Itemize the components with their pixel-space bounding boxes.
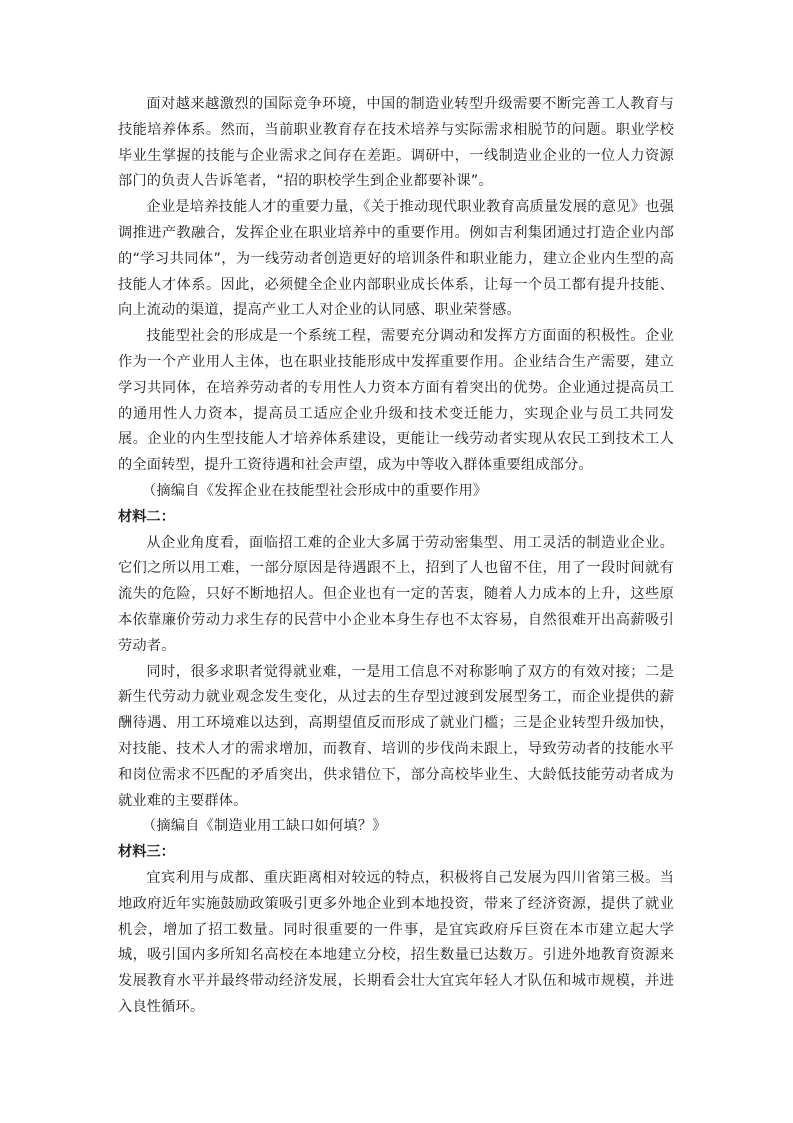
material-three-paragraph-1: 宜宾利用与成都、重庆距离相对较远的特点，积极将自己发展为四川省第三极。当地政府近年实施鼓励政策吸引更多外地企业到本地投资，带来了经济资源，提供了就业机会，增加了招工数量。同时很重要的一件事，是宜宾政府斥巨资在本市建立起大学城，吸引国内多所知名高校在本地建立分校，招生数量已达数万。引进外地教育资源来发展教育水平并最终带动经济发展，长期看会壮大宜宾年轻人才队伍和城市规模，并进入良性循环。	[118, 869, 674, 1015]
material-two-heading: 材料二：	[118, 508, 175, 525]
material-one-paragraph-3: 技能型社会的形成是一个系统工程，需要充分调动和发挥方方面面的积极性。企业作为一个产业用人主体，也在职业技能形成中发挥重要作用。企业结合生产需要，建立学习共同体，在培养劳动者的专用性人力资本方面有着突出的优势。企业通过提高员工的通用性人力资本，提高员工适应企业升级和技术变迁能力，实现企业与员工共同发展。企业的内生型技能人才培养体系建设，更能让一线劳动者实现从农民工到技术工人的全面转型，提升工资待遇和社会声望，成为中等收入群体重要组成部分。	[118, 328, 674, 474]
document-body	[118, 92, 674, 1021]
material-two-paragraph-1: 从企业角度看，面临招工难的企业大多属于劳动密集型、用工灵活的制造业企业。它们之所以用工难，一部分原因是待遇跟不上，招到了人也留不住，用了一段时间就有流失的危险，只好不断地招人。但企业也有一定的苦衷，随着人力成本的上升，这些原本依靠廉价劳动力求生存的民营中小企业本身生存也不太容易，自然很难开出高薪吸引劳动者。	[118, 534, 674, 654]
material-one-paragraph-1: 面对越来越激烈的国际竞争环境，中国的制造业转型升级需要不断完善工人教育与技能培养体系。然而，当前职业教育存在技术培养与实际需求相脱节的问题。职业学校毕业生掌握的技能与企业需求之间存在差距。调研中，一线制造业企业的一位人力资源部门的负责人告诉笔者，“招的职校学生到企业都要补课”。	[118, 96, 674, 190]
material-two-source: （摘编自《制造业用工缺口如何填？》	[142, 818, 387, 835]
material-one-paragraph-2: 企业是培养技能人才的重要力量，《关于推动现代职业教育高质量发展的意见》也强调推进产教融合，发挥企业在职业培养中的重要作用。例如吉利集团通过打造企业内部的“学习共同体”，为一线劳动者创造更好的培训条件和职业能力，建立企业内生型的高技能人才体系。因此，必须健全企业内部职业成长体系，让每一个员工都有提升技能、向上流动的渠道，提高产业工人对企业的认同感、职业荣誉感。	[118, 199, 674, 319]
material-two-paragraph-2: 同时，很多求职者觉得就业难，一是用工信息不对称影响了双方的有效对接；二是新生代劳动力就业观念发生变化，从过去的生存型过渡到发展型务工，而企业提供的薪酬待遇、用工环境难以达到，高期望值反而形成了就业门槛；三是企业转型升级加快，对技能、技术人才的需求增加，而教育、培训的步伐尚未跟上，导致劳动者的技能水平和岗位需求不匹配的矛盾突出，供求错位下，部分高校毕业生、大龄低技能劳动者成为就业难的主要群体。	[118, 663, 674, 809]
material-one-source: （摘编自《发挥企业在技能型社会形成中的重要作用》	[142, 482, 488, 499]
material-three-heading: 材料三：	[118, 844, 175, 861]
